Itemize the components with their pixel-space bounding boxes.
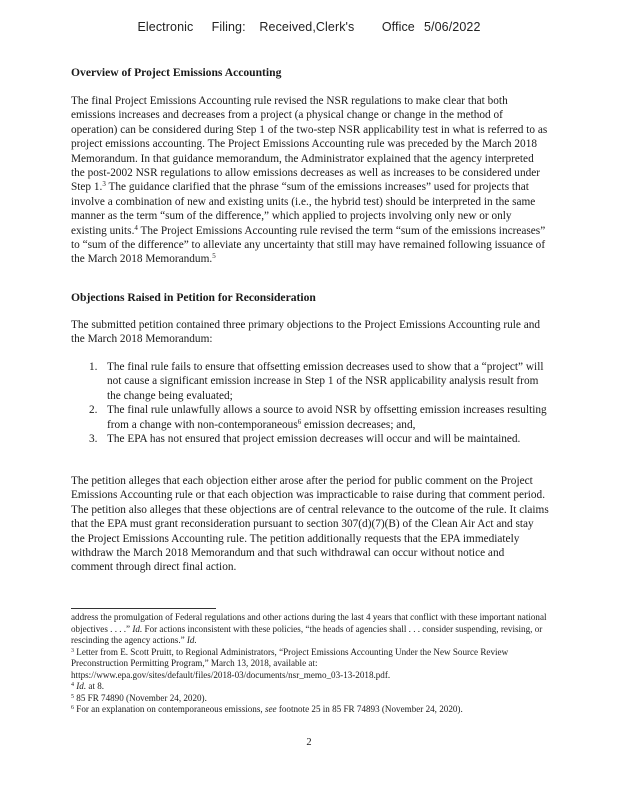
footnote-5 [71, 693, 549, 705]
overview-text-a: The final Project Emissions Accounting rule revised the NSR regulations to make clear that both emissions increases and decreases from a project (a physical change or change in the method of operation) can be considered during Step 1 of the two-step NSR applicability test in what is referred to as project emissions accounting. The Project Emissions Accounting rule was preceded by the March 2018 Memorandum. In that guidance memorandum, the Administrator explained that the agency interpreted the post-2002 NSR regulations to allow emissions decreases as well as increases to be considered under Step 1. [71, 95, 548, 194]
list-item [71, 360, 549, 403]
footnote-continuation [71, 612, 549, 647]
petition-paragraph: The petition alleges that each objection either arose after the period for public comment on the Project Emissions Accounting rule or that each objection was impracticable to raise during that comment period. The petition also alleges that these objections are of central relevance to the outcome of the rule. It claims that the EPA must grant reconsideration pursuant to section 307(d)(7)(B) of the Clean Air Act and stay the Project Emissions Accounting rule. The petition additionally requests that the EPA immediately withdraw the March 2018 Memorandum and that such withdrawal can occur without notice and comment through direct final action. [71, 475, 549, 574]
list-item-text: The EPA has not ensured that project emission decreases will occur and will be maintained. [107, 433, 521, 446]
footnote-text: 85 FR 74890 (November 24, 2020). [74, 692, 207, 703]
footnote-ref-5[interactable]: 5 [212, 252, 216, 261]
footnote-ref-6[interactable]: 6 [297, 417, 302, 426]
overview-text-c: The Project Emissions Accounting rule revised the term “sum of the emissions increases” to “sum of the difference” to alleviate any uncertainty that still may have remained following issuance of the March 2018 Memorandum. [71, 224, 546, 266]
list-item-number: 3. [89, 433, 98, 446]
footnote-citation: Id. [186, 635, 197, 645]
section-heading-objections: Objections Raised in Petition for Reconsideration [71, 291, 316, 304]
footnote-4 [71, 681, 549, 693]
list-item-number: 2. [89, 404, 98, 417]
footnote-separator [71, 608, 216, 609]
footnote-mark: 6 [71, 705, 74, 711]
objections-intro: The submitted petition contained three primary objections to the Project Emissions Accounting rule and the March 2018 Memorandum: [71, 319, 541, 346]
list-item-number: 1. [89, 361, 98, 373]
footnotes [71, 612, 549, 716]
footnote-ref-4[interactable]: 4 [134, 223, 138, 232]
footnote-text: For actions inconsistent with these policies, “the heads of agencies shall . . . consider suspending, revising, or rescinding the agency actions.” [71, 623, 543, 645]
footnote-signal: see [264, 704, 277, 714]
list-item-text: The final rule fails to ensure that offsetting emission decreases used to show that a “project” will not cause a significant emission increase in Step 1 of the NSR applicability analysis result from the change being evaluated; [107, 361, 544, 402]
filing-stamp-header: Electronic Filing: Received,Clerk's Office 5/06/2022 [137, 20, 481, 34]
footnote-mark: 4 [71, 682, 74, 688]
footnote-text: at 8. [86, 681, 105, 691]
list-item [71, 432, 549, 446]
footnote-ref-3[interactable]: 3 [102, 180, 106, 189]
list-item-text: The final rule unlawfully allows a source to avoid NSR by offsetting emission increases resulting from a change with non-contemporaneous [107, 404, 547, 431]
list-item [71, 403, 549, 432]
footnote-text: footnote 25 in 85 FR 74893 (November 24, 2020). [276, 704, 463, 714]
overview-paragraph [71, 94, 549, 267]
objections-list [71, 360, 549, 446]
page-number: 2 [306, 737, 312, 748]
list-item-text-cont: emission decreases; and, [301, 418, 416, 431]
footnote-6 [71, 704, 549, 716]
footnote-mark: 3 [71, 647, 74, 654]
footnote-text: address the promulgation of Federal regulations and other actions during the last 4 years that conflict with these important national objectives . . . .” [71, 612, 547, 634]
footnote-citation: Id. [132, 623, 143, 634]
overview-text-b: The guidance clarified that the phrase “sum of the emissions increases” used for projects that involve a combination of new and existing units (i.e., the hybrid test) should be interpreted in the same manner as the term “sum of the difference,” which applied to projects involving only new or only existing units. [71, 181, 536, 237]
footnote-3 [71, 647, 549, 682]
footnote-text: For an explanation on contemporaneous emissions, [74, 704, 265, 714]
footnote-mark: 5 [71, 693, 74, 700]
footnote-text: Letter from E. Scott Pruitt, to Regional Administrators, “Project Emissions Accounting Under the New Source Review Preconstruction Permitting Program,” March 13, 2018, available at: [71, 646, 509, 668]
footnote-url-link[interactable]: https://www.epa.gov/sites/default/files/2018-03/documents/nsr_memo_03-13-2018.pdf. [71, 669, 391, 680]
section-heading-overview: Overview of Project Emissions Accounting [71, 66, 282, 79]
footnote-citation: Id. [76, 681, 87, 691]
